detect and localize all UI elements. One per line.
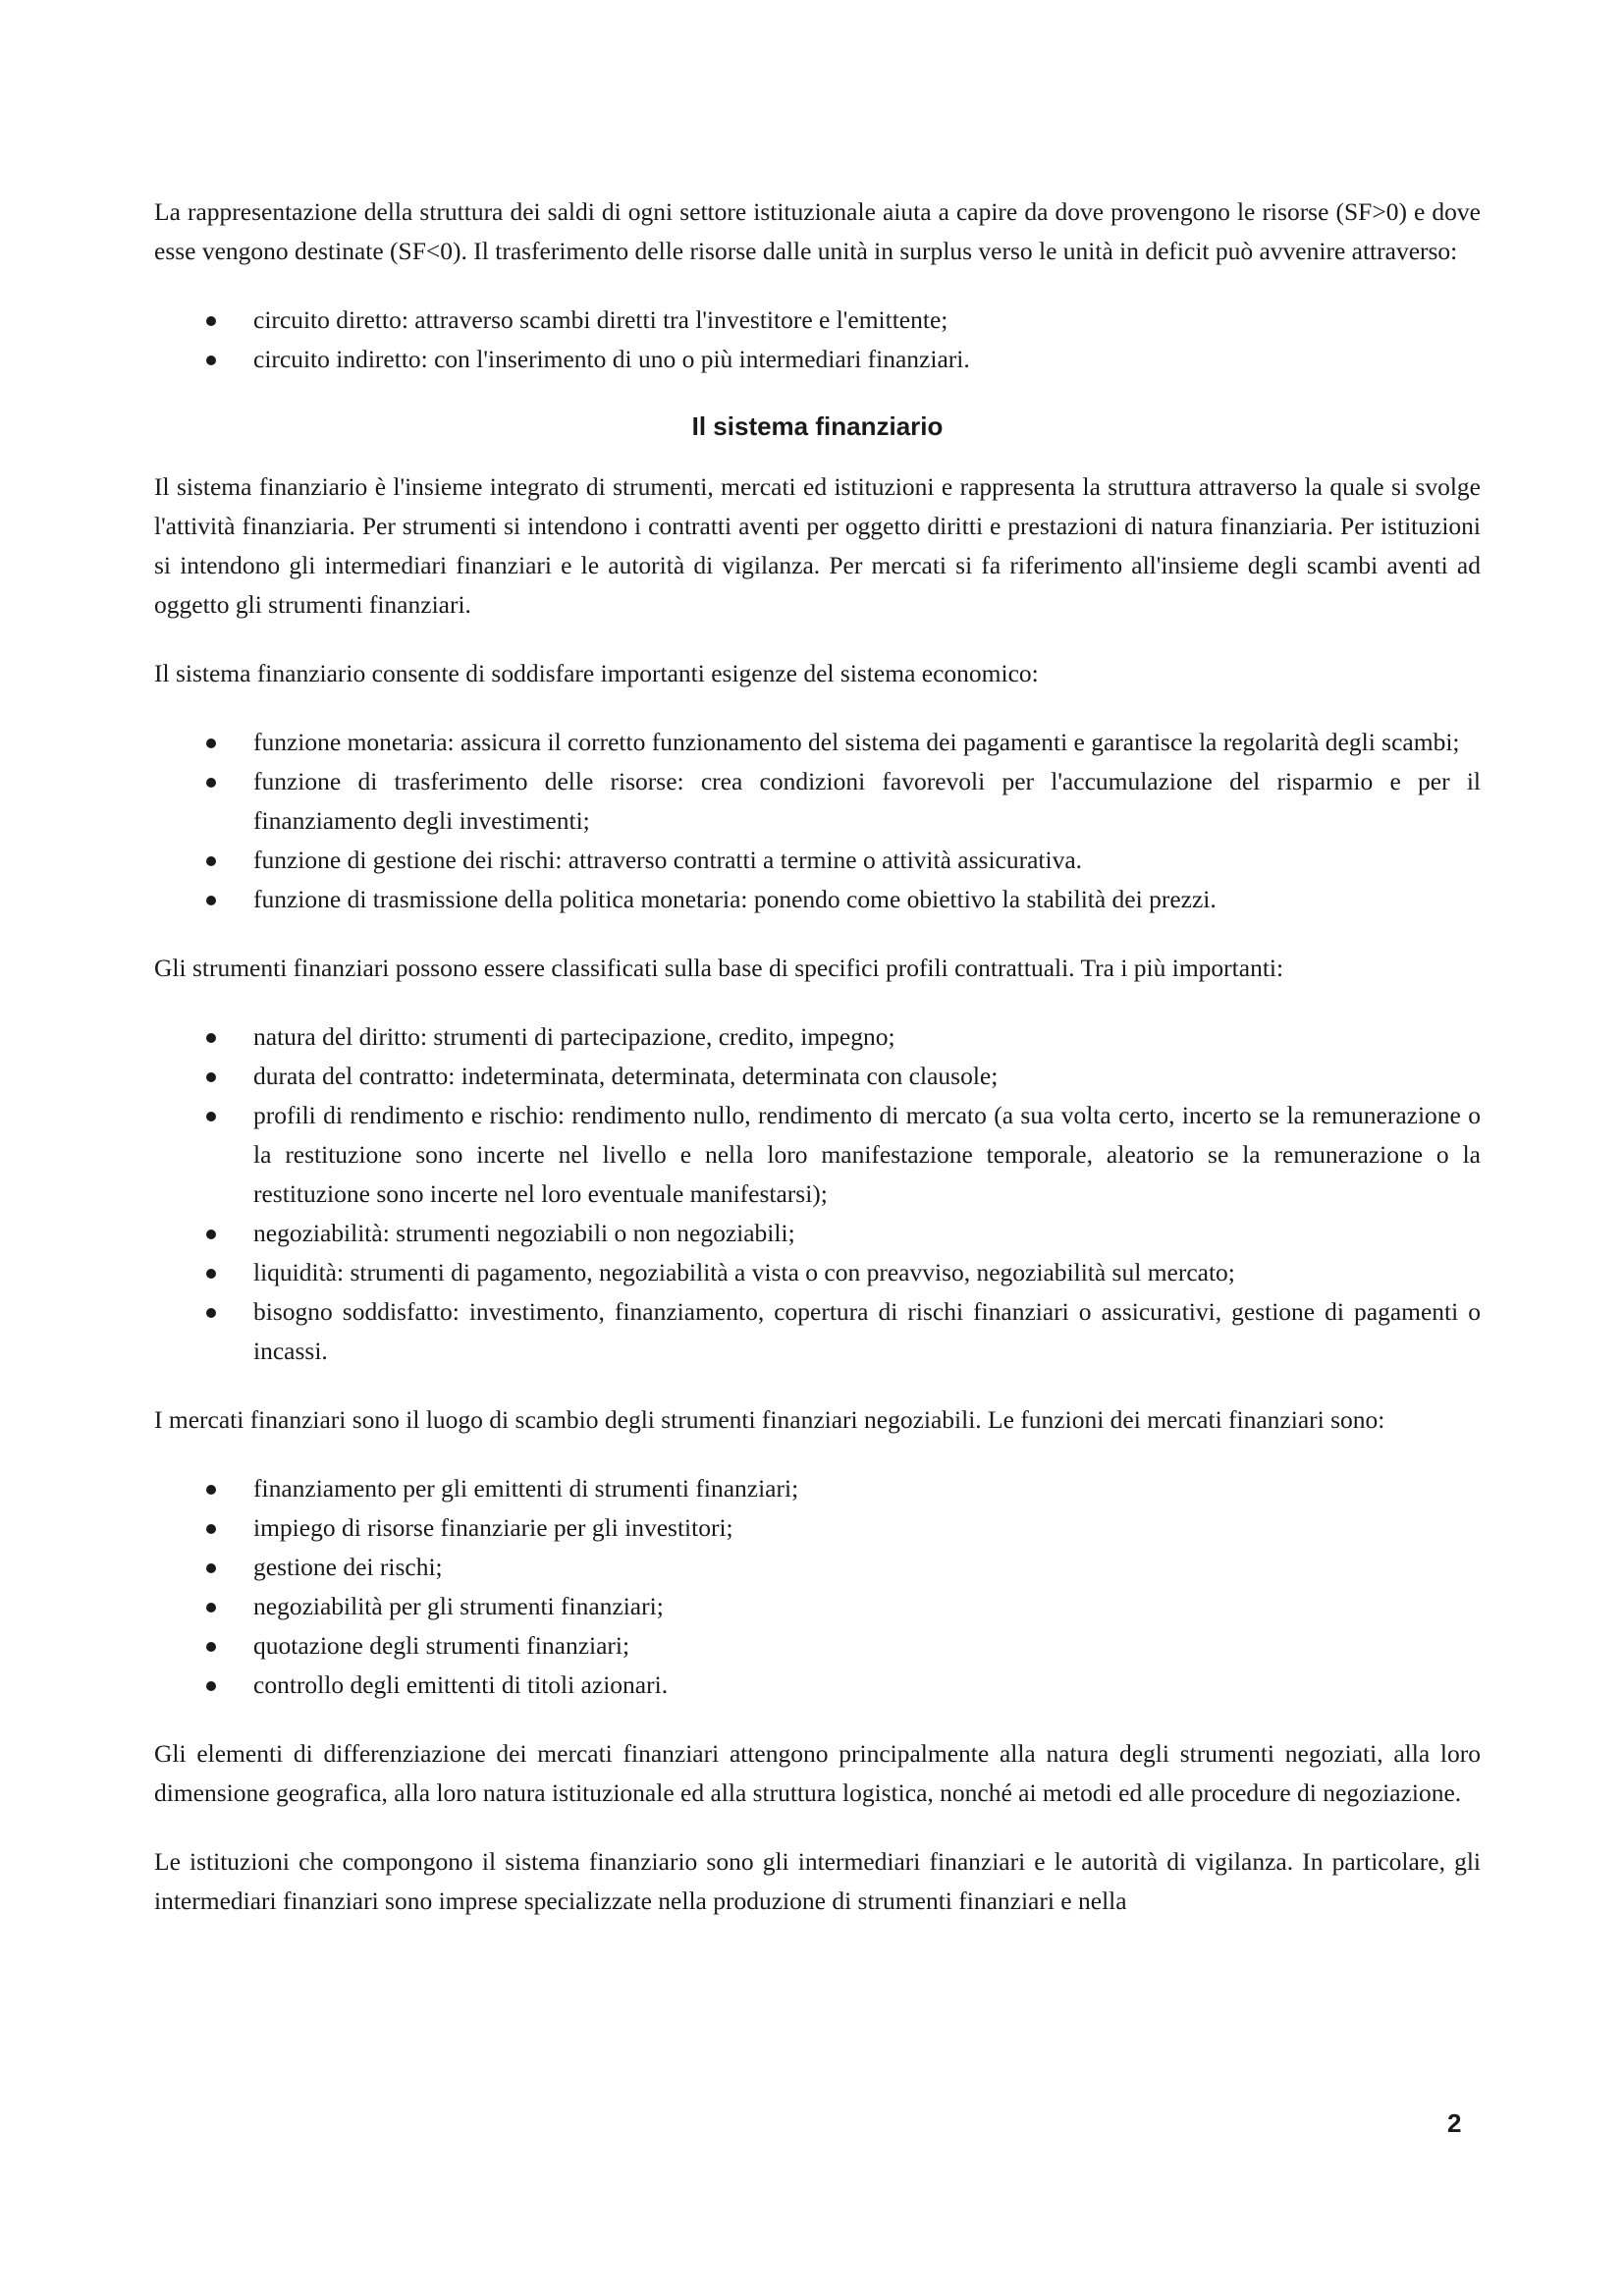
bullet-icon: [206, 1642, 216, 1652]
list-item: funzione di gestione dei rischi: attraverso contratti a termine o attività assicurativa.: [154, 841, 1481, 880]
list-item: natura del diritto: strumenti di partecipazione, credito, impegno;: [154, 1017, 1481, 1057]
list-item: funzione monetaria: assicura il corretto funzionamento del sistema dei pagamenti e garantisce la regolarità degli scambi;: [154, 723, 1481, 762]
list-item: funzione di trasferimento delle risorse: crea condizioni favorevoli per l'accumulazione del risparmio e per il finanziamento degli investimenti;: [154, 762, 1481, 841]
bullet-icon: [206, 1308, 216, 1318]
list-item: profili di rendimento e rischio: rendimento nullo, rendimento di mercato (a sua volta certo, incerto se la remunerazione o la restituzione sono incerte nel livello e nella loro manifestazione temporale, aleatorio se la remunerazione o la restituzione sono incerte nel loro eventuale manifestarsi);: [154, 1096, 1481, 1214]
page-content: [154, 192, 1481, 1950]
bullet-icon: [206, 1033, 216, 1043]
bullet-icon: [206, 355, 216, 365]
bullet-icon: [206, 738, 216, 748]
list-item: negoziabilità per gli strumenti finanziari;: [154, 1587, 1481, 1626]
bullet-icon: [206, 1230, 216, 1239]
paragraph-institutions: Le istituzioni che compongono il sistema finanziario sono gli intermediari finanziari e le autorità di vigilanza. In particolare, gli intermediari finanziari sono imprese specializzate nella produzione di strumenti finanziari e nella: [154, 1847, 1481, 1915]
list-item: circuito indiretto: con l'inserimento di uno o più intermediari finanziari.: [154, 340, 1481, 379]
list-circuits: [154, 301, 1481, 379]
paragraph-definition: Il sistema finanziario è l'insieme integrato di strumenti, mercati ed istituzioni e rappresenta la struttura attraverso la quale si svolge l'attività finanziaria. Per strumenti si intendono i contratti aventi per oggetto diritti e prestazioni di natura finanziaria. Per istituzioni si intendono gli intermediari finanziari e le autorità di vigilanza. Per mercati si fa riferimento all'insieme degli scambi aventi ad oggetto gli strumenti finanziari.: [154, 472, 1481, 619]
bullet-icon: [206, 1269, 216, 1279]
paragraph-instruments-intro: Gli strumenti finanziari possono essere classificati sulla base di specifici profili contrattuali. Tra i più importanti:: [154, 954, 1284, 982]
bullet-icon: [206, 1112, 216, 1121]
list-item: durata del contratto: indeterminata, determinata, determinata con clausole;: [154, 1057, 1481, 1096]
bullet-icon: [206, 1485, 216, 1495]
bullet-icon: [206, 1072, 216, 1082]
list-item: finanziamento per gli emittenti di strumenti finanziari;: [154, 1469, 1481, 1508]
bullet-icon: [206, 1563, 216, 1573]
list-market-functions: [154, 1469, 1481, 1705]
paragraph-intro: La rappresentazione della struttura dei saldi di ogni settore istituzionale aiuta a capire da dove provengono le risorse (SF>0) e dove esse vengono destinate (SF<0). Il trasferimento delle risorse dalle unità in surplus verso le unità in deficit può avvenire attraverso:: [154, 197, 1481, 265]
list-item: funzione di trasmissione della politica monetaria: ponendo come obiettivo la stabilità dei prezzi.: [154, 880, 1481, 919]
list-functions: [154, 723, 1481, 919]
bullet-icon: [206, 1681, 216, 1691]
list-item: controllo degli emittenti di titoli azionari.: [154, 1666, 1481, 1705]
paragraph-functions-intro: Il sistema finanziario consente di soddisfare importanti esigenze del sistema economico:: [154, 659, 1039, 687]
bullet-icon: [206, 1603, 216, 1613]
list-item: circuito diretto: attraverso scambi diretti tra l'investitore e l'emittente;: [154, 301, 1481, 340]
paragraph-markets-intro: I mercati finanziari sono il luogo di scambio degli strumenti finanziari negoziabili. Le funzioni dei mercati finanziari sono:: [154, 1405, 1385, 1434]
paragraph-differentiation: Gli elementi di differenziazione dei mercati finanziari attengono principalmente alla natura degli strumenti negoziati, alla loro dimensione geografica, alla loro natura istituzionale ed alla struttura logistica, nonché ai metodi ed alle procedure di negoziazione.: [154, 1739, 1481, 1807]
bullet-icon: [206, 856, 216, 866]
list-item: impiego di risorse finanziarie per gli investitori;: [154, 1508, 1481, 1548]
bullet-icon: [206, 778, 216, 788]
bullet-icon: [206, 316, 216, 326]
bullet-icon: [206, 896, 216, 905]
list-item: liquidità: strumenti di pagamento, negoziabilità a vista o con preavviso, negoziabilità sul mercato;: [154, 1253, 1481, 1292]
list-item: bisogno soddisfatto: investimento, finanziamento, copertura di rischi finanziari o assicurativi, gestione di pagamenti o incassi.: [154, 1292, 1481, 1371]
list-item: negoziabilità: strumenti negoziabili o non negoziabili;: [154, 1214, 1481, 1253]
bullet-icon: [206, 1524, 216, 1534]
section-heading: Il sistema finanziario: [691, 411, 944, 441]
list-item: quotazione degli strumenti finanziari;: [154, 1626, 1481, 1666]
list-profiles: [154, 1017, 1481, 1371]
list-item: gestione dei rischi;: [154, 1548, 1481, 1587]
page-number: 2: [1447, 2108, 1462, 2138]
